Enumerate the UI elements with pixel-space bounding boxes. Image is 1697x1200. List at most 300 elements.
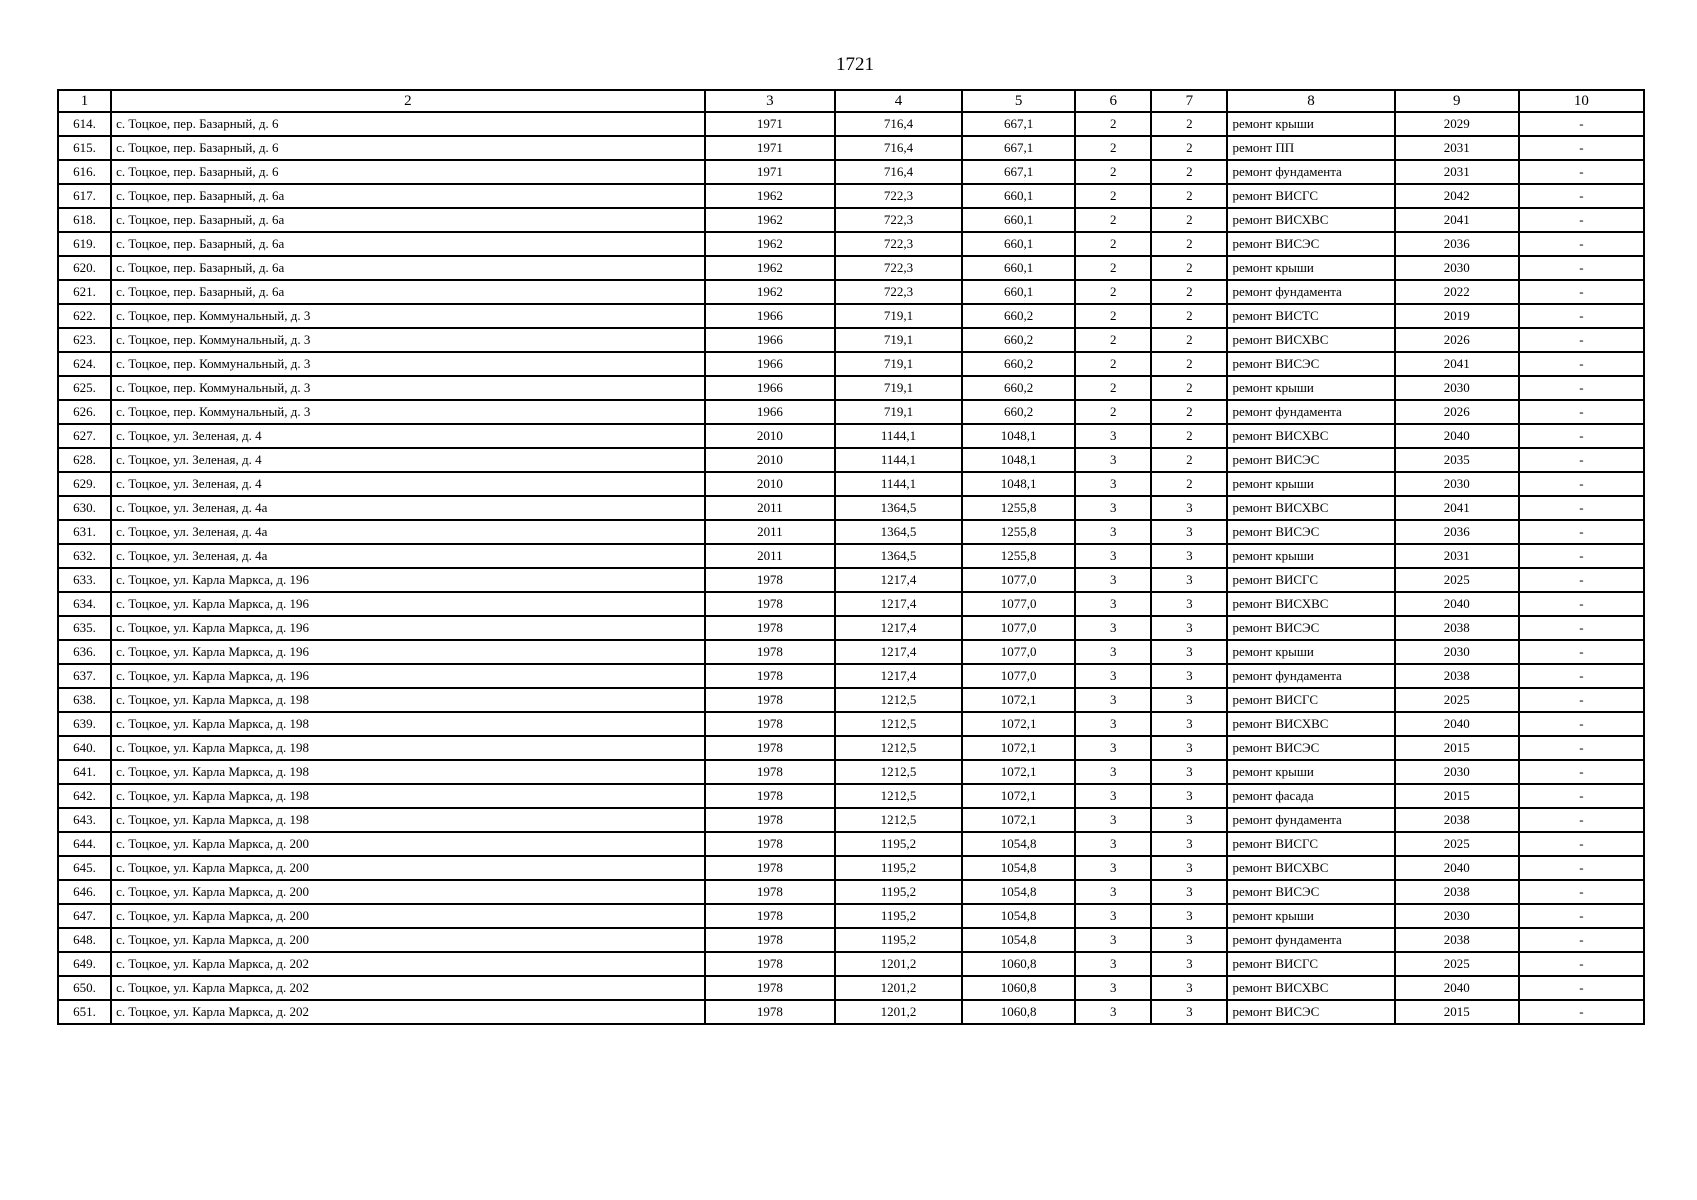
address-cell: с. Тоцкое, ул. Карла Маркса, д. 202 — [111, 976, 705, 1000]
address-cell: с. Тоцкое, ул. Карла Маркса, д. 202 — [111, 1000, 705, 1024]
note-cell: - — [1519, 328, 1644, 352]
work-type-cell: ремонт ВИСЭС — [1227, 880, 1394, 904]
work-type-cell: ремонт ВИСХВС — [1227, 856, 1394, 880]
row-number-cell: 635. — [58, 616, 111, 640]
total-area-cell: 1212,5 — [835, 736, 962, 760]
row-number-cell: 624. — [58, 352, 111, 376]
row-number-cell: 616. — [58, 160, 111, 184]
table-row — [58, 592, 1644, 616]
total-area-cell: 722,3 — [835, 184, 962, 208]
year-cell: 1978 — [705, 688, 835, 712]
table-row — [58, 736, 1644, 760]
note-cell: - — [1519, 304, 1644, 328]
work-type-cell: ремонт фундамента — [1227, 808, 1394, 832]
living-area-cell: 1060,8 — [962, 952, 1075, 976]
living-area-cell: 660,2 — [962, 376, 1075, 400]
work-type-cell: ремонт фундамента — [1227, 664, 1394, 688]
living-area-cell: 1054,8 — [962, 880, 1075, 904]
floors-cell: 3 — [1075, 784, 1151, 808]
planned-year-cell: 2030 — [1395, 376, 1519, 400]
total-area-cell: 1144,1 — [835, 448, 962, 472]
year-cell: 1978 — [705, 736, 835, 760]
planned-year-cell: 2040 — [1395, 424, 1519, 448]
row-number-cell: 646. — [58, 880, 111, 904]
living-area-cell: 1255,8 — [962, 496, 1075, 520]
work-type-cell: ремонт ВИСХВС — [1227, 208, 1394, 232]
planned-year-cell: 2036 — [1395, 232, 1519, 256]
planned-year-cell: 2040 — [1395, 856, 1519, 880]
living-area-cell: 1060,8 — [962, 1000, 1075, 1024]
table-row — [58, 328, 1644, 352]
planned-year-cell: 2040 — [1395, 592, 1519, 616]
note-cell: - — [1519, 424, 1644, 448]
address-cell: с. Тоцкое, ул. Зеленая, д. 4а — [111, 544, 705, 568]
floors-cell: 3 — [1075, 1000, 1151, 1024]
total-area-cell: 719,1 — [835, 304, 962, 328]
note-cell: - — [1519, 472, 1644, 496]
work-type-cell: ремонт фундамента — [1227, 160, 1394, 184]
total-area-cell: 1212,5 — [835, 808, 962, 832]
year-cell: 2010 — [705, 424, 835, 448]
note-cell: - — [1519, 784, 1644, 808]
table-row — [58, 472, 1644, 496]
entrances-cell: 3 — [1151, 688, 1227, 712]
year-cell: 1978 — [705, 712, 835, 736]
entrances-cell: 3 — [1151, 616, 1227, 640]
entrances-cell: 2 — [1151, 112, 1227, 136]
row-number-cell: 630. — [58, 496, 111, 520]
year-cell: 2011 — [705, 544, 835, 568]
note-cell: - — [1519, 928, 1644, 952]
table-row — [58, 712, 1644, 736]
entrances-cell: 3 — [1151, 904, 1227, 928]
row-number-cell: 625. — [58, 376, 111, 400]
floors-cell: 2 — [1075, 208, 1151, 232]
table-row — [58, 928, 1644, 952]
total-area-cell: 1364,5 — [835, 496, 962, 520]
note-cell: - — [1519, 832, 1644, 856]
living-area-cell: 660,2 — [962, 304, 1075, 328]
total-area-cell: 719,1 — [835, 376, 962, 400]
address-cell: с. Тоцкое, ул. Зеленая, д. 4 — [111, 448, 705, 472]
table-row — [58, 136, 1644, 160]
living-area-cell: 660,2 — [962, 352, 1075, 376]
floors-cell: 3 — [1075, 736, 1151, 760]
entrances-cell: 3 — [1151, 712, 1227, 736]
note-cell: - — [1519, 640, 1644, 664]
note-cell: - — [1519, 496, 1644, 520]
work-type-cell: ремонт фасада — [1227, 784, 1394, 808]
entrances-cell: 3 — [1151, 976, 1227, 1000]
address-cell: с. Тоцкое, пер. Коммунальный, д. 3 — [111, 376, 705, 400]
year-cell: 1962 — [705, 184, 835, 208]
address-cell: с. Тоцкое, ул. Зеленая, д. 4 — [111, 424, 705, 448]
table-row — [58, 448, 1644, 472]
year-cell: 1962 — [705, 256, 835, 280]
table-row — [58, 904, 1644, 928]
address-cell: с. Тоцкое, пер. Коммунальный, д. 3 — [111, 304, 705, 328]
floors-cell: 3 — [1075, 952, 1151, 976]
row-number-cell: 644. — [58, 832, 111, 856]
table-row — [58, 880, 1644, 904]
entrances-cell: 2 — [1151, 472, 1227, 496]
row-number-cell: 626. — [58, 400, 111, 424]
address-cell: с. Тоцкое, ул. Карла Маркса, д. 198 — [111, 712, 705, 736]
total-area-cell: 1201,2 — [835, 952, 962, 976]
floors-cell: 3 — [1075, 568, 1151, 592]
work-type-cell: ремонт ВИСХВС — [1227, 976, 1394, 1000]
year-cell: 1978 — [705, 1000, 835, 1024]
table-row — [58, 400, 1644, 424]
total-area-cell: 1217,4 — [835, 592, 962, 616]
address-cell: с. Тоцкое, пер. Базарный, д. 6а — [111, 280, 705, 304]
living-area-cell: 1054,8 — [962, 856, 1075, 880]
address-cell: с. Тоцкое, ул. Карла Маркса, д. 198 — [111, 736, 705, 760]
living-area-cell: 1072,1 — [962, 760, 1075, 784]
row-number-cell: 651. — [58, 1000, 111, 1024]
floors-cell: 3 — [1075, 616, 1151, 640]
total-area-cell: 1212,5 — [835, 688, 962, 712]
floors-cell: 2 — [1075, 184, 1151, 208]
entrances-cell: 2 — [1151, 184, 1227, 208]
year-cell: 1978 — [705, 616, 835, 640]
year-cell: 2010 — [705, 472, 835, 496]
work-type-cell: ремонт ВИСЭС — [1227, 1000, 1394, 1024]
year-cell: 1978 — [705, 928, 835, 952]
address-cell: с. Тоцкое, ул. Карла Маркса, д. 196 — [111, 616, 705, 640]
entrances-cell: 3 — [1151, 856, 1227, 880]
note-cell: - — [1519, 664, 1644, 688]
year-cell: 1978 — [705, 856, 835, 880]
total-area-cell: 716,4 — [835, 136, 962, 160]
row-number-cell: 617. — [58, 184, 111, 208]
floors-cell: 2 — [1075, 256, 1151, 280]
planned-year-cell: 2038 — [1395, 928, 1519, 952]
column-header: 1 — [58, 90, 111, 112]
row-number-cell: 623. — [58, 328, 111, 352]
total-area-cell: 1364,5 — [835, 544, 962, 568]
floors-cell: 3 — [1075, 712, 1151, 736]
planned-year-cell: 2042 — [1395, 184, 1519, 208]
entrances-cell: 3 — [1151, 1000, 1227, 1024]
housing-repair-table — [57, 89, 1645, 1025]
column-header: 3 — [705, 90, 835, 112]
living-area-cell: 660,1 — [962, 232, 1075, 256]
living-area-cell: 1048,1 — [962, 472, 1075, 496]
row-number-cell: 642. — [58, 784, 111, 808]
work-type-cell: ремонт ВИСЭС — [1227, 232, 1394, 256]
note-cell: - — [1519, 976, 1644, 1000]
living-area-cell: 660,1 — [962, 280, 1075, 304]
note-cell: - — [1519, 904, 1644, 928]
floors-cell: 3 — [1075, 448, 1151, 472]
entrances-cell: 2 — [1151, 400, 1227, 424]
planned-year-cell: 2038 — [1395, 880, 1519, 904]
floors-cell: 2 — [1075, 376, 1151, 400]
table-row — [58, 976, 1644, 1000]
floors-cell: 2 — [1075, 136, 1151, 160]
work-type-cell: ремонт крыши — [1227, 256, 1394, 280]
total-area-cell: 1217,4 — [835, 568, 962, 592]
row-number-cell: 620. — [58, 256, 111, 280]
year-cell: 1978 — [705, 880, 835, 904]
address-cell: с. Тоцкое, пер. Базарный, д. 6 — [111, 136, 705, 160]
work-type-cell: ремонт ВИСЭС — [1227, 352, 1394, 376]
table-row — [58, 664, 1644, 688]
work-type-cell: ремонт ВИСЭС — [1227, 520, 1394, 544]
row-number-cell: 615. — [58, 136, 111, 160]
planned-year-cell: 2035 — [1395, 448, 1519, 472]
entrances-cell: 2 — [1151, 328, 1227, 352]
note-cell: - — [1519, 712, 1644, 736]
planned-year-cell: 2025 — [1395, 688, 1519, 712]
address-cell: с. Тоцкое, пер. Базарный, д. 6а — [111, 208, 705, 232]
note-cell: - — [1519, 208, 1644, 232]
note-cell: - — [1519, 1000, 1644, 1024]
planned-year-cell: 2041 — [1395, 496, 1519, 520]
entrances-cell: 3 — [1151, 784, 1227, 808]
floors-cell: 3 — [1075, 856, 1151, 880]
living-area-cell: 660,1 — [962, 256, 1075, 280]
living-area-cell: 660,1 — [962, 184, 1075, 208]
address-cell: с. Тоцкое, пер. Коммунальный, д. 3 — [111, 352, 705, 376]
total-area-cell: 722,3 — [835, 232, 962, 256]
floors-cell: 2 — [1075, 328, 1151, 352]
work-type-cell: ремонт ВИСГС — [1227, 184, 1394, 208]
living-area-cell: 1255,8 — [962, 520, 1075, 544]
year-cell: 1966 — [705, 376, 835, 400]
year-cell: 1966 — [705, 304, 835, 328]
entrances-cell: 2 — [1151, 232, 1227, 256]
table-row — [58, 160, 1644, 184]
work-type-cell: ремонт ВИСЭС — [1227, 448, 1394, 472]
row-number-cell: 645. — [58, 856, 111, 880]
row-number-cell: 633. — [58, 568, 111, 592]
column-header: 7 — [1151, 90, 1227, 112]
floors-cell: 3 — [1075, 880, 1151, 904]
table-row — [58, 232, 1644, 256]
row-number-cell: 639. — [58, 712, 111, 736]
living-area-cell: 1077,0 — [962, 592, 1075, 616]
living-area-cell: 1255,8 — [962, 544, 1075, 568]
work-type-cell: ремонт крыши — [1227, 112, 1394, 136]
planned-year-cell: 2038 — [1395, 616, 1519, 640]
address-cell: с. Тоцкое, пер. Базарный, д. 6а — [111, 184, 705, 208]
work-type-cell: ремонт фундамента — [1227, 280, 1394, 304]
entrances-cell: 3 — [1151, 808, 1227, 832]
living-area-cell: 1072,1 — [962, 736, 1075, 760]
entrances-cell: 3 — [1151, 664, 1227, 688]
year-cell: 1978 — [705, 976, 835, 1000]
living-area-cell: 1072,1 — [962, 808, 1075, 832]
address-cell: с. Тоцкое, ул. Карла Маркса, д. 198 — [111, 784, 705, 808]
year-cell: 1966 — [705, 328, 835, 352]
living-area-cell: 1054,8 — [962, 832, 1075, 856]
address-cell: с. Тоцкое, ул. Карла Маркса, д. 200 — [111, 832, 705, 856]
work-type-cell: ремонт крыши — [1227, 640, 1394, 664]
row-number-cell: 629. — [58, 472, 111, 496]
work-type-cell: ремонт ВИСГС — [1227, 952, 1394, 976]
work-type-cell: ремонт крыши — [1227, 904, 1394, 928]
living-area-cell: 1054,8 — [962, 904, 1075, 928]
living-area-cell: 667,1 — [962, 160, 1075, 184]
year-cell: 1978 — [705, 568, 835, 592]
floors-cell: 2 — [1075, 400, 1151, 424]
entrances-cell: 2 — [1151, 304, 1227, 328]
planned-year-cell: 2041 — [1395, 208, 1519, 232]
table-row — [58, 304, 1644, 328]
note-cell: - — [1519, 952, 1644, 976]
year-cell: 1966 — [705, 400, 835, 424]
row-number-cell: 641. — [58, 760, 111, 784]
note-cell: - — [1519, 520, 1644, 544]
year-cell: 1978 — [705, 784, 835, 808]
table-row — [58, 1000, 1644, 1024]
column-header: 9 — [1395, 90, 1519, 112]
floors-cell: 2 — [1075, 112, 1151, 136]
address-cell: с. Тоцкое, ул. Зеленая, д. 4а — [111, 520, 705, 544]
planned-year-cell: 2025 — [1395, 952, 1519, 976]
floors-cell: 2 — [1075, 280, 1151, 304]
living-area-cell: 660,2 — [962, 328, 1075, 352]
year-cell: 1978 — [705, 664, 835, 688]
work-type-cell: ремонт крыши — [1227, 760, 1394, 784]
floors-cell: 3 — [1075, 640, 1151, 664]
planned-year-cell: 2025 — [1395, 832, 1519, 856]
entrances-cell: 2 — [1151, 208, 1227, 232]
total-area-cell: 722,3 — [835, 280, 962, 304]
note-cell: - — [1519, 880, 1644, 904]
year-cell: 1966 — [705, 352, 835, 376]
note-cell: - — [1519, 352, 1644, 376]
floors-cell: 3 — [1075, 808, 1151, 832]
note-cell: - — [1519, 112, 1644, 136]
note-cell: - — [1519, 376, 1644, 400]
year-cell: 1962 — [705, 280, 835, 304]
year-cell: 1962 — [705, 208, 835, 232]
living-area-cell: 1060,8 — [962, 976, 1075, 1000]
address-cell: с. Тоцкое, ул. Карла Маркса, д. 200 — [111, 928, 705, 952]
total-area-cell: 1212,5 — [835, 760, 962, 784]
total-area-cell: 1217,4 — [835, 616, 962, 640]
note-cell: - — [1519, 736, 1644, 760]
planned-year-cell: 2015 — [1395, 736, 1519, 760]
entrances-cell: 3 — [1151, 568, 1227, 592]
address-cell: с. Тоцкое, ул. Зеленая, д. 4а — [111, 496, 705, 520]
year-cell: 1962 — [705, 232, 835, 256]
total-area-cell: 1195,2 — [835, 904, 962, 928]
work-type-cell: ремонт крыши — [1227, 544, 1394, 568]
floors-cell: 3 — [1075, 424, 1151, 448]
table-row — [58, 952, 1644, 976]
address-cell: с. Тоцкое, ул. Карла Маркса, д. 200 — [111, 856, 705, 880]
year-cell: 2011 — [705, 496, 835, 520]
row-number-cell: 650. — [58, 976, 111, 1000]
work-type-cell: ремонт ВИСХВС — [1227, 496, 1394, 520]
planned-year-cell: 2015 — [1395, 784, 1519, 808]
table-row — [58, 784, 1644, 808]
entrances-cell: 3 — [1151, 952, 1227, 976]
note-cell: - — [1519, 688, 1644, 712]
table-row — [58, 760, 1644, 784]
work-type-cell: ремонт ВИСЭС — [1227, 616, 1394, 640]
address-cell: с. Тоцкое, пер. Коммунальный, д. 3 — [111, 328, 705, 352]
row-number-cell: 648. — [58, 928, 111, 952]
column-header: 4 — [835, 90, 962, 112]
page-number: 1721 — [836, 54, 874, 75]
row-number-cell: 631. — [58, 520, 111, 544]
table-row — [58, 808, 1644, 832]
year-cell: 1978 — [705, 808, 835, 832]
floors-cell: 2 — [1075, 160, 1151, 184]
note-cell: - — [1519, 136, 1644, 160]
planned-year-cell: 2030 — [1395, 640, 1519, 664]
work-type-cell: ремонт фундамента — [1227, 400, 1394, 424]
total-area-cell: 1144,1 — [835, 472, 962, 496]
address-cell: с. Тоцкое, ул. Карла Маркса, д. 198 — [111, 760, 705, 784]
planned-year-cell: 2038 — [1395, 664, 1519, 688]
address-cell: с. Тоцкое, ул. Карла Маркса, д. 200 — [111, 904, 705, 928]
year-cell: 2010 — [705, 448, 835, 472]
work-type-cell: ремонт крыши — [1227, 376, 1394, 400]
row-number-cell: 627. — [58, 424, 111, 448]
note-cell: - — [1519, 160, 1644, 184]
floors-cell: 3 — [1075, 496, 1151, 520]
planned-year-cell: 2022 — [1395, 280, 1519, 304]
address-cell: с. Тоцкое, пер. Коммунальный, д. 3 — [111, 400, 705, 424]
floors-cell: 2 — [1075, 352, 1151, 376]
column-header: 8 — [1227, 90, 1394, 112]
note-cell: - — [1519, 808, 1644, 832]
table-row — [58, 520, 1644, 544]
living-area-cell: 1072,1 — [962, 784, 1075, 808]
total-area-cell: 1217,4 — [835, 664, 962, 688]
floors-cell: 3 — [1075, 592, 1151, 616]
work-type-cell: ремонт ВИСГС — [1227, 688, 1394, 712]
total-area-cell: 719,1 — [835, 328, 962, 352]
floors-cell: 3 — [1075, 544, 1151, 568]
work-type-cell: ремонт ВИСХВС — [1227, 592, 1394, 616]
row-number-cell: 628. — [58, 448, 111, 472]
work-type-cell: ремонт ВИСГС — [1227, 832, 1394, 856]
planned-year-cell: 2040 — [1395, 712, 1519, 736]
planned-year-cell: 2040 — [1395, 976, 1519, 1000]
planned-year-cell: 2038 — [1395, 808, 1519, 832]
row-number-cell: 643. — [58, 808, 111, 832]
address-cell: с. Тоцкое, ул. Карла Маркса, д. 196 — [111, 568, 705, 592]
column-header: 10 — [1519, 90, 1644, 112]
planned-year-cell: 2030 — [1395, 760, 1519, 784]
work-type-cell: ремонт ВИСХВС — [1227, 424, 1394, 448]
living-area-cell: 1077,0 — [962, 568, 1075, 592]
entrances-cell: 3 — [1151, 640, 1227, 664]
floors-cell: 3 — [1075, 904, 1151, 928]
column-header: 2 — [111, 90, 705, 112]
planned-year-cell: 2041 — [1395, 352, 1519, 376]
floors-cell: 3 — [1075, 472, 1151, 496]
entrances-cell: 3 — [1151, 736, 1227, 760]
row-number-cell: 649. — [58, 952, 111, 976]
table-row — [58, 352, 1644, 376]
row-number-cell: 636. — [58, 640, 111, 664]
note-cell: - — [1519, 448, 1644, 472]
table-row — [58, 376, 1644, 400]
table-row — [58, 208, 1644, 232]
living-area-cell: 660,2 — [962, 400, 1075, 424]
address-cell: с. Тоцкое, пер. Базарный, д. 6 — [111, 160, 705, 184]
total-area-cell: 1195,2 — [835, 832, 962, 856]
living-area-cell: 667,1 — [962, 112, 1075, 136]
